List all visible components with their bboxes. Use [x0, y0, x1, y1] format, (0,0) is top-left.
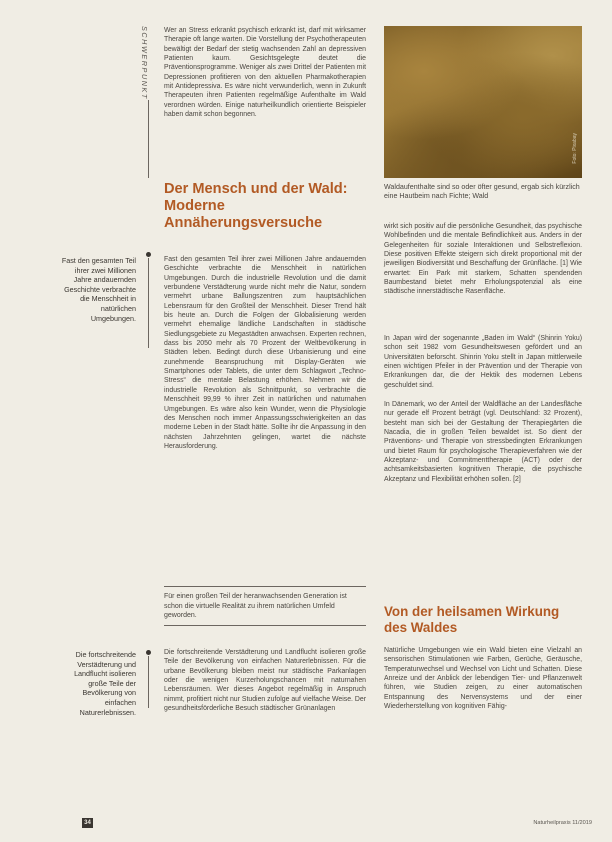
section-label: SCHWERPUNKT — [140, 26, 149, 100]
margin-quote-1: Fast den gesamten Teil ihrer zwei Millionen Jahre andauernden Geschichte verbrachte die Menschheit in natürlichen Umgebungen. — [61, 256, 136, 323]
margin-quote-2: Die fortschreitende Verstädterung und Landflucht isolieren große Teile der Bevölkerung von einfachen Naturerlebnissen. — [74, 650, 136, 717]
margin-bullet — [146, 252, 151, 257]
forest-photo — [384, 26, 582, 178]
footer-publication: Naturheilpraxis 11/2019 — [533, 820, 592, 826]
margin-bullet — [146, 650, 151, 655]
pullquote-bottom-rule — [164, 625, 366, 626]
article-text-col2-top: wirkt sich positiv auf die persönliche Gesundheit, das psychische Wohlbefinden und die mentale Befindlichkeit aus. Anders in der Gelegenheiten für soziale Interaktionen und Selbstreflexion. Diese positiven Effekte steigern sich direkt proportional mit der jeweiligen Biodiversität und Beschaffung der Grünfläche. [1] Wie erwartet: Ein Park mit starkem, Schatten spendenden Baumbestand bietet mehr Erholungspotenzial als eine städtische innerstädtische Rasenfläche. — [384, 223, 582, 296]
margin-rule — [148, 100, 149, 178]
photo-caption: Waldaufenthalte sind so oder öfter gesund, ergab sich kürzlich eine Hautbeim nach Fichte; Wald — [384, 183, 580, 201]
article-text-mensch-wald: Fast den gesamten Teil ihrer zwei Millionen Jahre andauernden Geschichte verbrachte die Menschheit in natürlichen Umgebungen. Durch die industrielle Revolution und die damit verbundene Verstädterung wurde nicht mehr die Natur, sondern vermehrt urbane Ballungszentren zum hauptsächlichen Lebensraum für den Großteil der Menschheit. Dieser Trend hält bis heute an. Durch die Folgen der Globalisierung werden vermehrt ehemalige ländliche Landschaften in städtische Siedlungsgebiete zu Megastädten anwachsen. Experten rechnen, dass bis 2050 mehr als 70 Prozent der Weltbevölkerung in Städten leben. Bedingt durch diese Urbanisierung und eine zunehmende Beanspruchung mit Display-Geräten wie Smartphones oder Tablets, die unter dem Schlagwort „Techno-Stress“ die mentale Belastung erhöhen. Nehmen wir die industrielle Revolution als Schnittpunkt, so verbrachte die Menschheit 99,99 % ihrer Zeit in natürlichen und naturnahen Umgebungen. Es wäre also kein Wunder, wenn die Physiologie des Menschen noch immer Anpassungsschwierigkeiten an das moderne Leben in der Stadt hätte. Sollte ihr die Anpassung in den nächsten Jahrzehnten gelingen, wartet die nächste Herausforderung. — [164, 256, 366, 450]
pullquote: Für einen großen Teil der heranwachsenden Generation ist schon die virtuelle Realität zu ihrem natürlichen Umfeld geworden. — [164, 593, 347, 620]
section-heading-heilsame-wirkung: Von der heilsamen Wirkung des Waldes — [384, 604, 560, 635]
margin-rule — [148, 258, 149, 348]
section-heading-mensch-wald: Der Mensch und der Wald: Moderne Annäherungsversuche — [164, 181, 348, 231]
article-text-heilsame-wirkung: Natürliche Umgebungen wie ein Wald bieten eine Vielzahl an sensorischen Stimulationen wie Farben, Gerüche, Geräusche, Temperaturwechsel und Wechsel von Licht und Schatten. Diese Anreize und der Anblick der lebendigen Tier- und Pflanzenwelt führen, wie Studien zeigen, zu einer automatischen Entspannung des Nervensystems und der einer Wiederherstellung von kognitiven Fähig- — [384, 647, 582, 711]
pullquote-top-rule — [164, 586, 366, 587]
article-text-urbanisation: Die fortschreitende Verstädterung und Landflucht isolieren große Teile der Bevölkerung von einfachen Naturerlebnissen. Für die urbane Bevölkerung bleiben meist nur städtische Parkanlagen oder die wenigen Kurzerholungschancen mit naturnahen Lebensräumen. Wer dieses Angebot regelmäßig in Anspruch nimmt, profitiert nicht nur Studien zufolge auf vielfache Weise. Der gesundheitsförderliche Besuch städtischer Grünanlagen — [164, 649, 366, 713]
article-text-intro: Wer an Stress erkrankt psychisch erkrankt ist, darf mit wirksamer Therapie oft lange warten. Die Vorstellung der Psychotherapeuten bewältigt der Bedarf der stetig wachsenden Zahl an depressiven Patienten kaum. Gesichtsgelegte deutet die Präventionsprogramme. Weniger als zwei Drittel der Patienten mit Depressionen profitieren von den aktuellen Pharmakotherapien mit Antidepressiva. Es wäre nicht verwunderlich, wenn in Zukunft Therapeuten ihren Patienten regelmäßige Aufenthalte im Wald verordnen würden. Einige naturheilkundlich orientierte Beispieler haben damit schon begonnen. — [164, 27, 366, 119]
page-number: 34 — [82, 818, 93, 828]
margin-rule — [148, 656, 149, 708]
photo-credit: Foto: Pixabay — [572, 133, 578, 164]
article-text-daenemark: In Dänemark, wo der Anteil der Waldfläche an der Landesfläche nur gerade elf Prozent beträgt (vgl. Deutschland: 32 Prozent), besteht man sich bei der Gestaltung der Therapiegärten die Nacadia, die in großen Teilen bewaldet ist. So dient der Präventions- und Therapie von stressbedingten Erkrankungen und bietet Raum für psychologische Therapieverfahren wie der Akzeptanz- und Commitmenttherapie (ACT) oder der achtsamkeitsbasierten kognitiven Therapie, die psychische Akzeptanz und Flexibilität erhöhen sollen. [2] — [384, 401, 582, 483]
article-text-shinrin-yoku: In Japan wird der sogenannte „Baden im Wald“ (Shinrin Yoku) schon seit 1982 vom Gesundheitswesen gefördert und an Universitäten beforscht. Shinrin Yoku stellt in Japan mittlerweile einen wichtigen Pfeiler in der Prävention und der Therapie von Erkrankungen dar, die der Hektik des modernen Lebens geschuldet sind. — [384, 335, 582, 389]
